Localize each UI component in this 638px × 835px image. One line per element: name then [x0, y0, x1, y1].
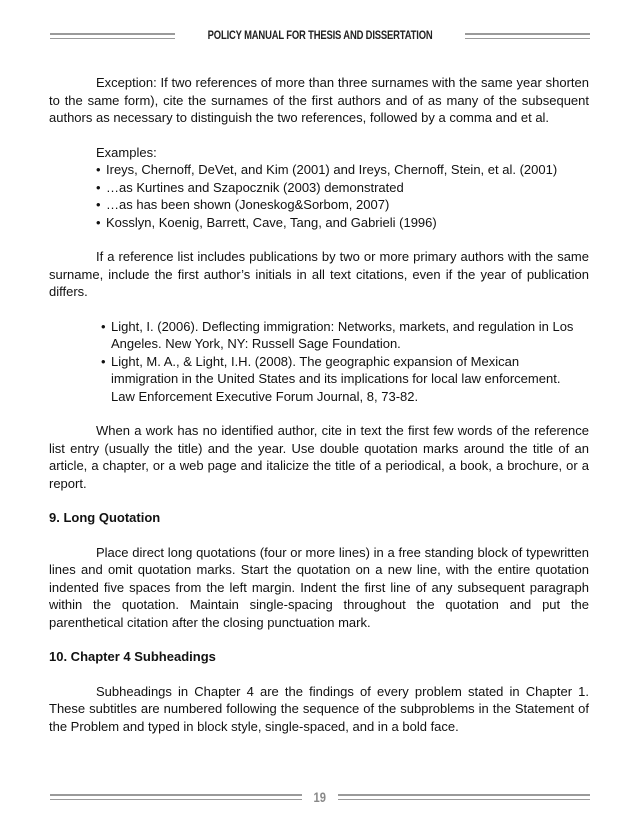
paragraph-exception: Exception: If two references of more than three surnames with the same year shorten to the same form), cite the surnames of the first authors and of as many of the subsequent authors as necessary to distinguish the two references, followed by a comma and et al. — [49, 75, 589, 125]
header-rule-right — [465, 33, 590, 39]
footer-rule-right — [338, 794, 590, 800]
list-item: • Kosslyn, Koenig, Barrett, Cave, Tang, and Gabrieli (1996) — [96, 214, 589, 232]
paragraph-subheadings: Subheadings in Chapter 4 are the findings of every problem stated in Chapter 1. These subtitles are numbered following the sequence of the subproblems in the Statement of the Problem and typed in block style, single-spaced, and in a bold face. — [49, 683, 589, 734]
list-item: • Light, I. (2006). Deflecting immigration: Networks, markets, and regulation in Los Angeles. New York, NY: Russell Sage Foundation. — [101, 318, 581, 353]
page-number: 19 — [313, 789, 327, 805]
section-heading-9: 9. Long Quotation — [49, 510, 161, 525]
examples-list — [49, 161, 589, 231]
header-rule-left — [50, 33, 175, 39]
footer-rule-left — [50, 794, 302, 800]
reference-examples-list — [49, 318, 581, 406]
page-body — [49, 74, 589, 735]
page-footer — [50, 789, 590, 805]
list-item: • Ireys, Chernoff, DeVet, and Kim (2001) and Ireys, Chernoff, Stein, et al. (2001) — [96, 161, 589, 179]
examples-label: Examples: — [96, 144, 157, 160]
paragraph-same-surname: If a reference list includes publications by two or more primary authors with the same surname, include the first author’s initials in all text citations, even if the year of publication differs. — [49, 249, 589, 299]
header-title: POLICY MANUAL FOR THESIS AND DISSERTATION — [207, 30, 433, 42]
section-heading-10: 10. Chapter 4 Subheadings — [49, 649, 216, 664]
page-header — [50, 30, 590, 42]
paragraph-no-author: When a work has no identified author, cite in text the first few words of the reference list entry (usually the title) and the year. Use double quotation marks around the title of an article, a chapter, or a web page and italicize the title of a periodical, a book, a brochure, or a report. — [49, 423, 589, 491]
list-item: • Light, M. A., & Light, I.H. (2008). The geographic expansion of Mexican immigration in the United States and its implications for local law enforcement. Law Enforcement Executive Forum Journal, 8, 73-82. — [101, 353, 581, 406]
list-item: • …as has been shown (Joneskog&Sorbom, 2007) — [96, 196, 589, 214]
paragraph-long-quotation: Place direct long quotations (four or more lines) in a free standing block of typewritten lines and omit quotation marks. Start the quotation on a new line, with the entire quotation indented five spaces from the left margin. Indent the first line of any subsequent paragraph within the quotation. Maintain single-spacing throughout the quotation and put the parenthetical citation after the closing punctuation mark. — [49, 544, 589, 630]
list-item: • …as Kurtines and Szapocznik (2003) demonstrated — [96, 179, 589, 197]
